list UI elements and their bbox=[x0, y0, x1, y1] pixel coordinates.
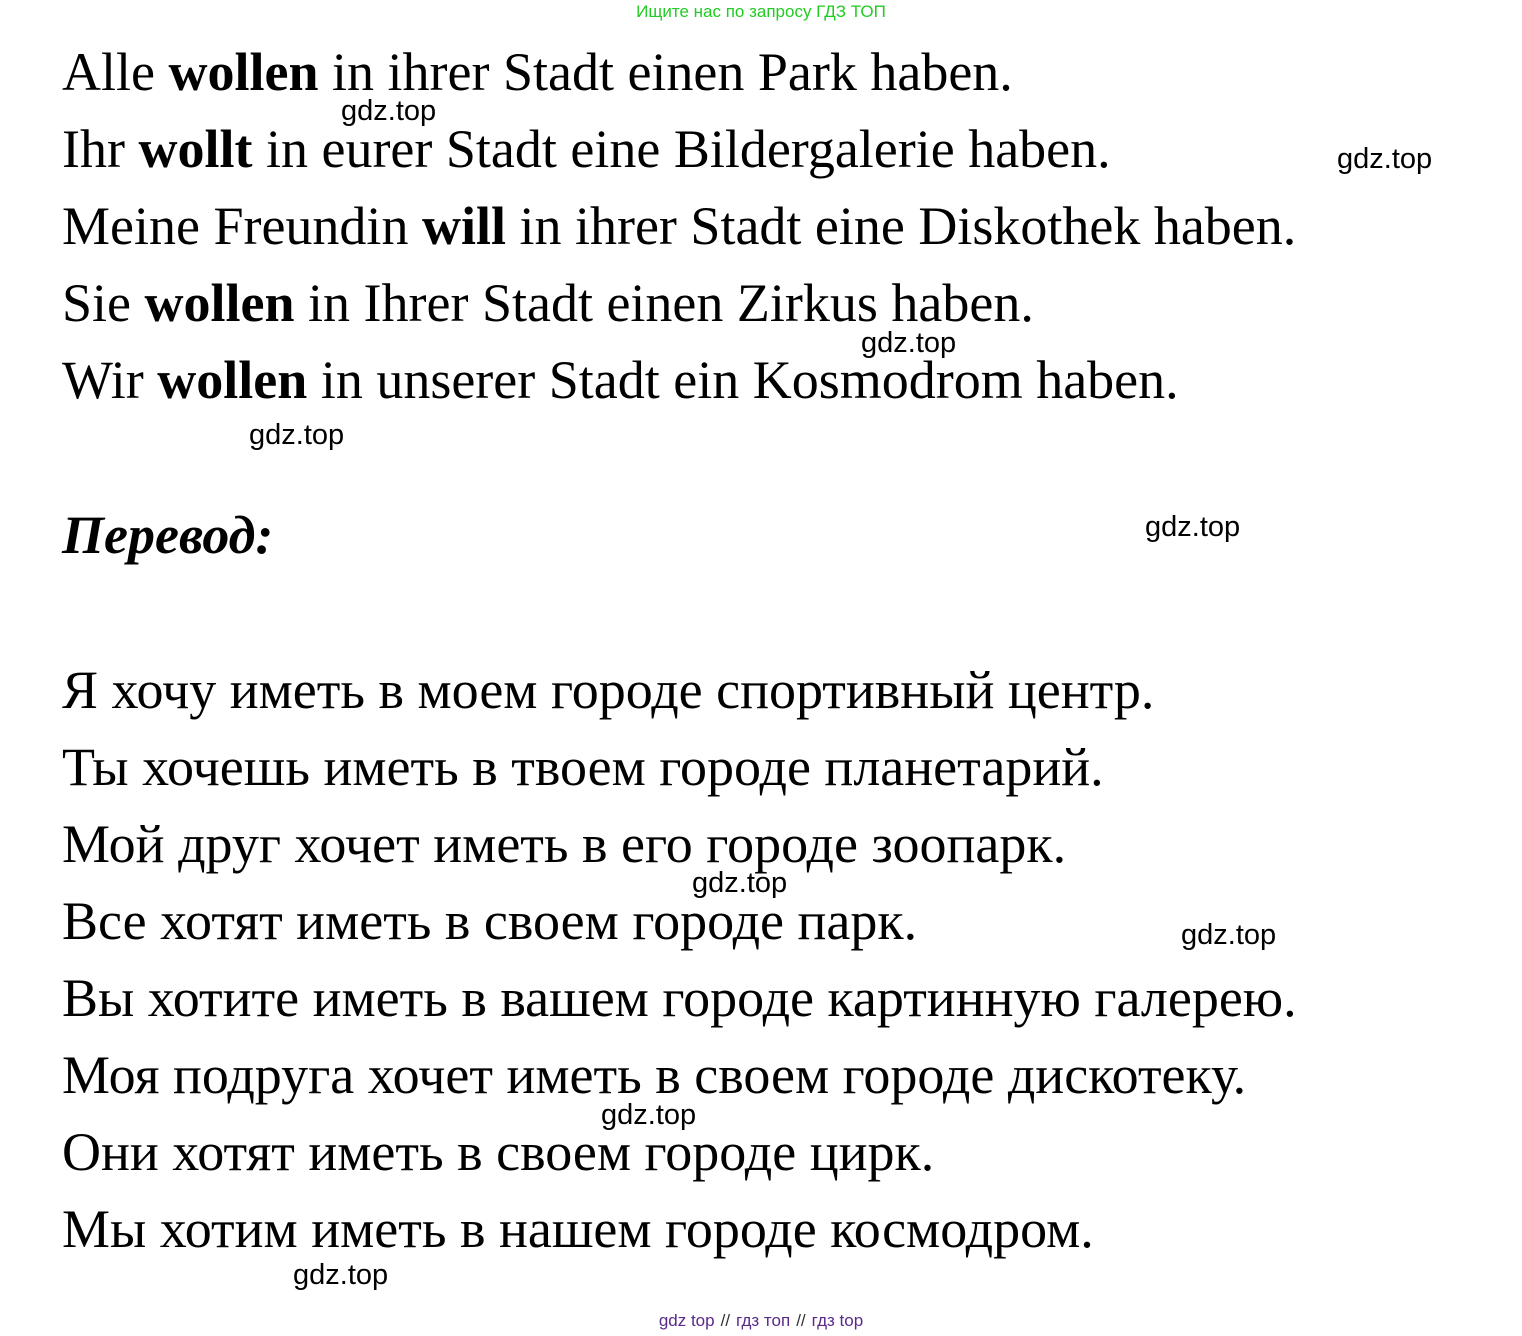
german-line: Wir wollen in unserer Stadt ein Kosmodrom haben. bbox=[62, 350, 1179, 410]
german-line: Meine Freundin will in ihrer Stadt eine Diskothek haben. bbox=[62, 196, 1297, 256]
translation-heading: Перевод: bbox=[62, 505, 274, 565]
watermark: gdz.top bbox=[861, 327, 957, 359]
russian-line: Я хочу иметь в моем городе спортивный центр. bbox=[62, 660, 1155, 720]
russian-line: Мы хотим иметь в нашем городе космодром. bbox=[62, 1199, 1094, 1259]
german-line: Ihr wollt in eurer Stadt eine Bildergalerie haben. bbox=[62, 119, 1111, 179]
russian-line: Мой друг хочет иметь в его городе зоопарк. bbox=[62, 814, 1067, 874]
footer-separator: // bbox=[796, 1311, 806, 1330]
watermark: gdz.top bbox=[1337, 143, 1433, 175]
watermark: gdz.top bbox=[249, 419, 345, 451]
russian-line: Ты хочешь иметь в твоем городе планетарий. bbox=[62, 737, 1104, 797]
top-banner: Ищите нас по запросу ГДЗ ТОП bbox=[636, 2, 886, 21]
watermark: gdz.top bbox=[1145, 511, 1241, 543]
watermark: gdz.top bbox=[293, 1259, 389, 1291]
russian-line: Моя подруга хочет иметь в своем городе дискотеку. bbox=[62, 1045, 1247, 1105]
footer bbox=[0, 1311, 1522, 1331]
footer-item: гдз top bbox=[811, 1311, 864, 1330]
german-line: Sie wollen in Ihrer Stadt einen Zirkus haben. bbox=[62, 273, 1034, 333]
footer-item: гдз топ bbox=[736, 1311, 791, 1330]
watermark: gdz.top bbox=[341, 95, 437, 127]
russian-line: Все хотят иметь в своем городе парк. bbox=[62, 891, 918, 951]
footer-item: gdz top bbox=[658, 1311, 715, 1330]
footer-separator: // bbox=[720, 1311, 731, 1330]
russian-line: Вы хотите иметь в вашем городе картинную галерею. bbox=[62, 968, 1297, 1028]
watermark: gdz.top bbox=[1181, 919, 1277, 951]
watermark: gdz.top bbox=[692, 867, 788, 899]
russian-line: Они хотят иметь в своем городе цирк. bbox=[62, 1122, 935, 1182]
german-line: Alle wollen in ihrer Stadt einen Park haben. bbox=[62, 42, 1013, 102]
watermark: gdz.top bbox=[601, 1099, 697, 1131]
